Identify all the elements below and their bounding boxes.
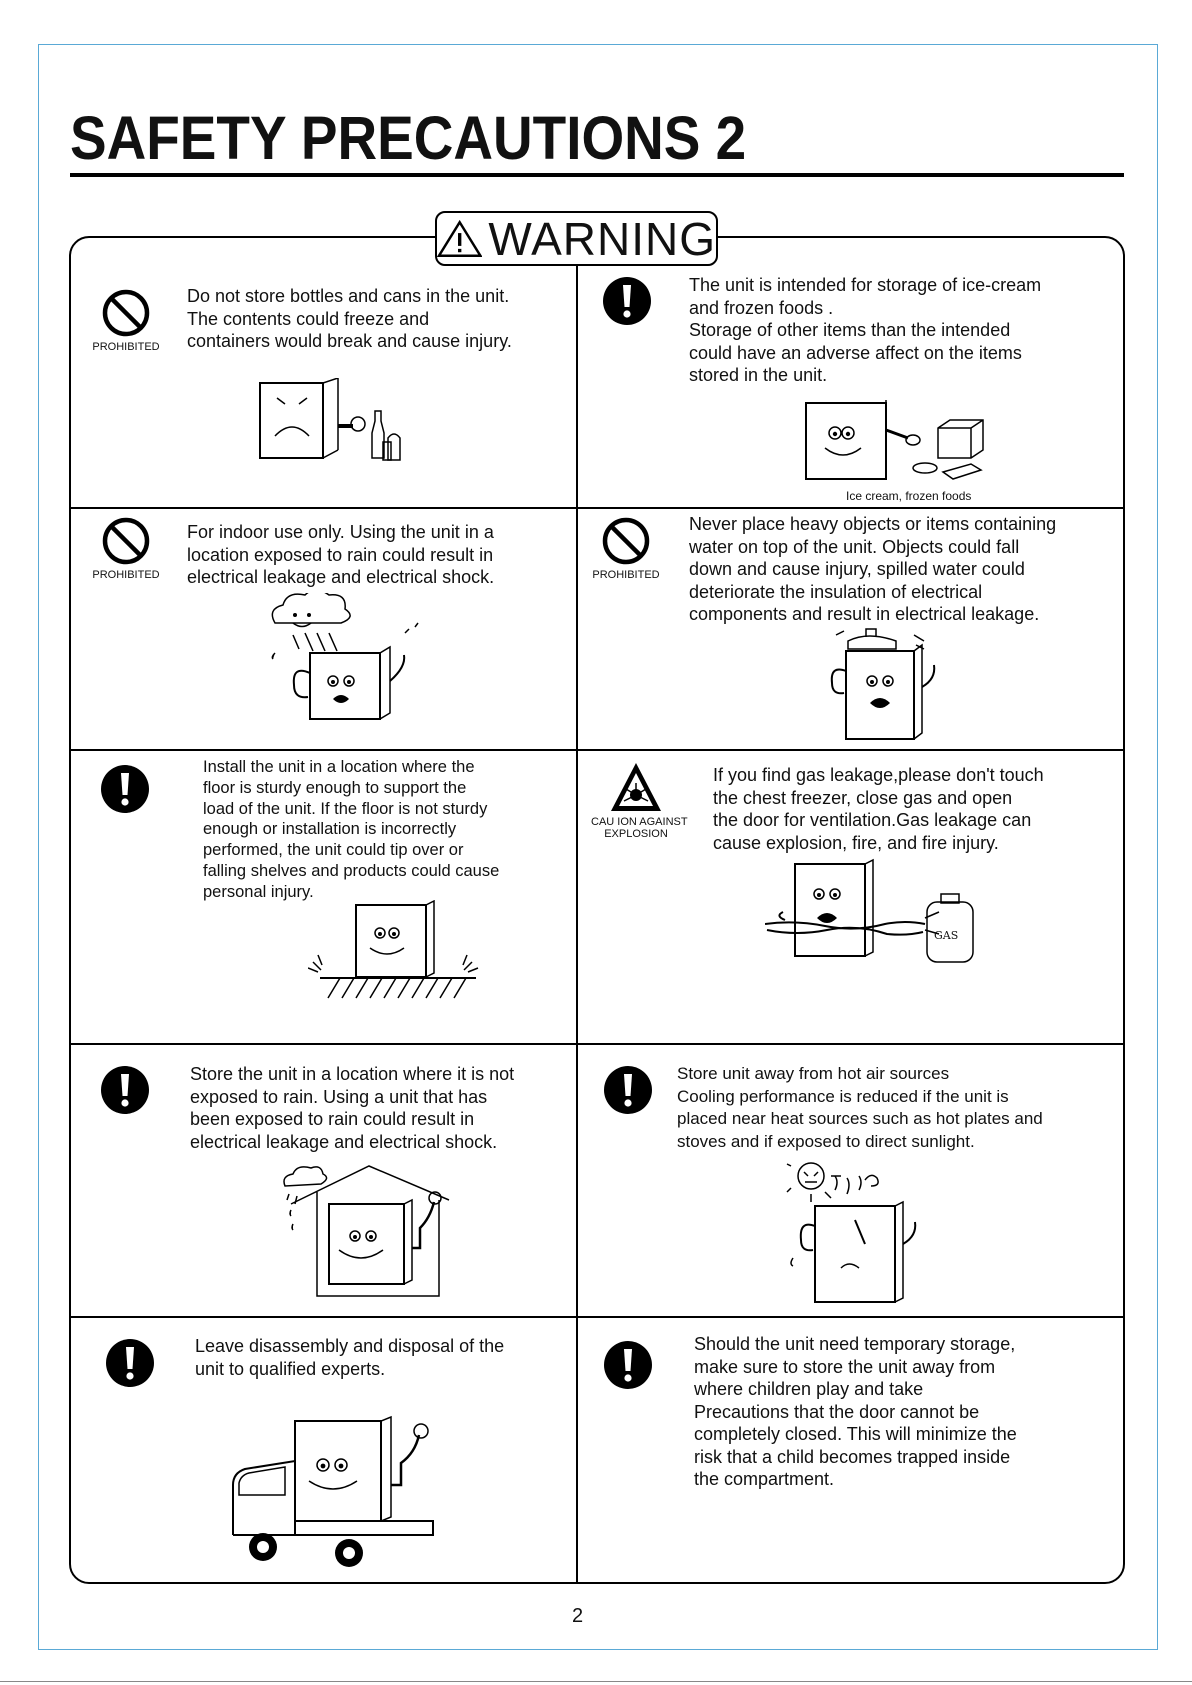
heavy-object-freezer-illustration — [826, 627, 956, 745]
food-caption: Ice cream, frozen foods — [846, 489, 972, 503]
warning-text-gas-leakage: If you find gas leakage,please don't touch the chest freezer, close gas and open the door for ventilation.Gas leakage can cause explosion, fire, and fire injury. — [713, 765, 1044, 853]
floor-freezer-illustration — [308, 900, 483, 1000]
prohibited-label: PROHIBITED — [592, 569, 660, 581]
caution-label-line2: EXPLOSION — [604, 828, 668, 840]
freezer-food-illustration — [803, 400, 1003, 488]
mandatory-symbol — [600, 1340, 656, 1390]
freezer-bottles-illustration — [255, 378, 425, 463]
mandatory-symbol — [102, 1338, 158, 1388]
title-underline — [70, 173, 1124, 177]
warning-text-indoor-use: For indoor use only. Using the unit in a location exposed to rain could result in electrical leakage and electrical shock. — [187, 522, 495, 587]
mandatory-icon — [100, 764, 150, 814]
row-divider — [70, 1316, 1124, 1318]
page-title: SAFETY PRECAUTIONS 2 — [70, 104, 747, 172]
warning-text-disassembly: Leave disassembly and disposal of the unit to qualified experts. — [195, 1336, 505, 1379]
row-divider — [70, 507, 1124, 509]
warning-text-temporary-storage: Should the unit need temporary storage, make sure to store the unit away from where children play and take Precautions that the door cannot be completely closed. This will minimize the risk that a child becomes trapped inside the compartment. — [694, 1334, 1017, 1489]
heat-source-freezer-illustration — [785, 1160, 925, 1310]
prohibited-symbol — [90, 288, 162, 353]
mandatory-symbol — [600, 1065, 656, 1115]
warning-text-intended-use: The unit is intended for storage of ice-cream and frozen foods . Storage of other items than the intended could have an adverse affect on the items stored in the unit. — [689, 275, 1042, 385]
warning-banner — [435, 211, 718, 266]
gas-leak-freezer-illustration — [765, 858, 995, 968]
gas-canister-label: GAS — [934, 929, 959, 942]
warning-triangle-icon — [437, 219, 482, 259]
mandatory-icon — [105, 1338, 155, 1388]
prohibited-symbol — [90, 516, 162, 581]
page-number: 2 — [572, 1605, 584, 1627]
mandatory-icon — [603, 1340, 653, 1390]
explosion-warning-icon — [609, 761, 663, 813]
mandatory-symbol — [97, 1065, 153, 1115]
mandatory-symbol — [97, 764, 153, 814]
warning-text-bottles: Do not store bottles and cans in the unit. The contents could freeze and containers would break and cause injury. — [187, 286, 512, 351]
truck-freezer-illustration — [225, 1415, 465, 1575]
mandatory-icon — [100, 1065, 150, 1115]
row-divider — [70, 1043, 1124, 1045]
warning-text-heat-sources: Store unit away from hot air sources Cooling performance is reduced if the unit is placed near heat sources such as hot plates and stoves and if exposed to direct sunlight. — [677, 1064, 1043, 1151]
prohibited-label: PROHIBITED — [92, 569, 160, 581]
mandatory-icon — [602, 276, 652, 326]
warning-label: WARNING — [488, 212, 716, 265]
row-divider — [70, 749, 1124, 751]
house-freezer-illustration — [283, 1164, 458, 1299]
prohibited-symbol — [590, 516, 662, 581]
column-divider — [576, 266, 578, 1583]
prohibited-label: PROHIBITED — [92, 341, 160, 353]
mandatory-symbol — [597, 276, 657, 326]
bottom-edge-rule — [0, 1681, 1192, 1682]
mandatory-icon — [603, 1065, 653, 1115]
prohibited-icon — [101, 288, 151, 338]
explosion-warning-symbol — [591, 761, 688, 840]
rain-freezer-illustration — [265, 593, 425, 728]
warning-text-rain-location: Store the unit in a location where it is not exposed to rain. Using a unit that has been exposed to rain could result in electrical leakage and electrical shock. — [190, 1064, 515, 1152]
warning-text-heavy-objects: Never place heavy objects or items containing water on top of the unit. Objects could fall down and cause injury, spilled water could deteriorate the insulation of electrical components and result in electrical leakage. — [689, 514, 1057, 624]
caution-label-line1: CAU ION AGAINST — [591, 816, 688, 828]
prohibited-icon — [101, 516, 151, 566]
warning-text-sturdy-floor: Install the unit in a location where the floor is sturdy enough to support the load of the unit. If the floor is not sturdy enough or installation is incorrectly performed, the unit could tip over or falling shelves and products could cause personal injury. — [203, 758, 500, 901]
prohibited-icon — [601, 516, 651, 566]
